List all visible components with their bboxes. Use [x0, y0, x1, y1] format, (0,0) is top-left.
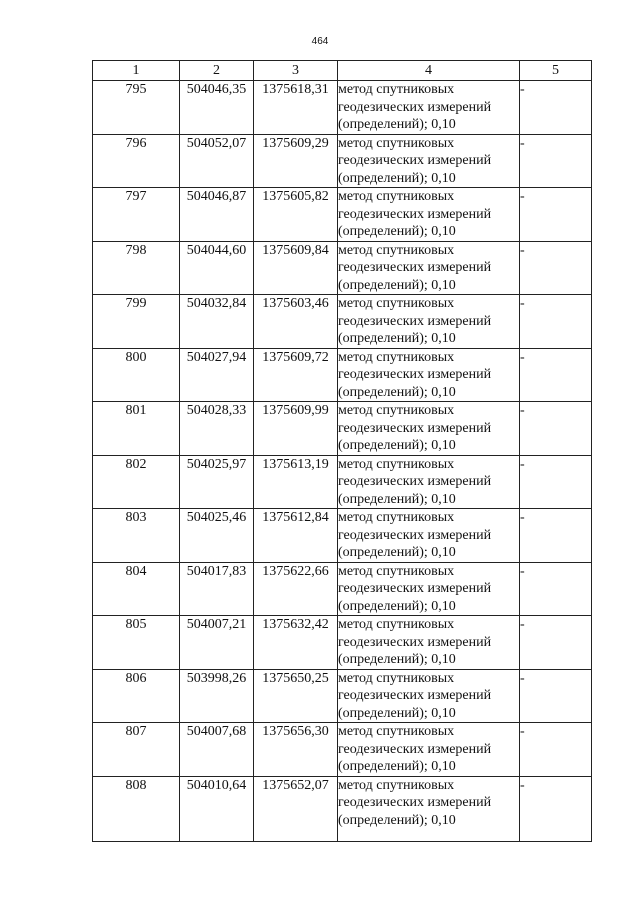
- point-number-cell: 807: [93, 723, 180, 777]
- method-line: геодезических измерений: [338, 741, 492, 757]
- method-line: метод спутниковых: [338, 724, 455, 739]
- method-line: (определений); 0,10: [338, 331, 456, 346]
- note-cell: -: [520, 134, 592, 188]
- x-coordinate-cell: 504052,07: [180, 134, 254, 188]
- method-line: метод спутниковых: [338, 777, 455, 793]
- x-coordinate-cell: 504044,60: [180, 241, 254, 295]
- column-header-3: 3: [254, 61, 338, 81]
- method-line: метод спутниковых: [338, 670, 455, 686]
- method-line: геодезических измерений: [338, 367, 492, 382]
- method-line: метод спутниковых: [338, 510, 455, 525]
- method-line: (определений); 0,10: [338, 705, 456, 721]
- point-number-cell: 806: [93, 669, 180, 723]
- method-line: геодезических измерений: [338, 153, 492, 168]
- x-coordinate-cell: 503998,26: [180, 669, 254, 723]
- method-cell: [338, 509, 520, 563]
- method-line: геодезических измерений: [338, 313, 492, 329]
- column-header-1: 1: [93, 61, 180, 81]
- y-coordinate-cell: 1375632,42: [254, 616, 338, 670]
- y-coordinate-cell: 1375609,84: [254, 241, 338, 295]
- method-line: геодезических измерений: [338, 688, 492, 703]
- method-cell: [338, 188, 520, 242]
- y-coordinate-cell: 1375650,25: [254, 669, 338, 723]
- table-row: [93, 669, 592, 723]
- method-cell: [338, 348, 520, 402]
- column-header-4: 4: [338, 61, 520, 81]
- x-coordinate-cell: 504046,87: [180, 188, 254, 242]
- x-coordinate-cell: 504046,35: [180, 81, 254, 135]
- table-body: [93, 81, 592, 842]
- table-row: [93, 455, 592, 509]
- method-cell: [338, 134, 520, 188]
- point-number-cell: 795: [93, 81, 180, 135]
- method-line: (определений); 0,10: [338, 759, 456, 774]
- method-cell: [338, 241, 520, 295]
- point-number-cell: 797: [93, 188, 180, 242]
- method-line: метод спутниковых: [338, 617, 455, 632]
- method-line: метод спутниковых: [338, 135, 455, 151]
- note-cell: -: [520, 616, 592, 670]
- point-number-cell: 808: [93, 776, 180, 841]
- method-line: (определений); 0,10: [338, 384, 456, 400]
- table-row: [93, 509, 592, 563]
- method-line: (определений); 0,10: [338, 277, 456, 293]
- method-line: метод спутниковых: [338, 403, 455, 418]
- point-number-cell: 799: [93, 295, 180, 349]
- note-cell: -: [520, 402, 592, 456]
- method-cell: [338, 616, 520, 670]
- x-coordinate-cell: 504025,97: [180, 455, 254, 509]
- method-line: (определений); 0,10: [338, 117, 456, 132]
- table-row: [93, 616, 592, 670]
- method-line: геодезических измерений: [338, 206, 492, 222]
- table-row: [93, 295, 592, 349]
- y-coordinate-cell: 1375652,07: [254, 776, 338, 841]
- note-cell: -: [520, 81, 592, 135]
- method-line: метод спутниковых: [338, 242, 455, 258]
- method-line: метод спутниковых: [338, 296, 455, 311]
- method-line: (определений); 0,10: [338, 170, 456, 186]
- coordinates-table: [92, 60, 592, 842]
- note-cell: -: [520, 669, 592, 723]
- point-number-cell: 798: [93, 241, 180, 295]
- method-line: геодезических измерений: [338, 581, 492, 596]
- x-coordinate-cell: 504032,84: [180, 295, 254, 349]
- method-line: геодезических измерений: [338, 99, 492, 115]
- y-coordinate-cell: 1375603,46: [254, 295, 338, 349]
- point-number-cell: 801: [93, 402, 180, 456]
- method-cell: [338, 776, 520, 841]
- point-number-cell: 800: [93, 348, 180, 402]
- x-coordinate-cell: 504027,94: [180, 348, 254, 402]
- x-coordinate-cell: 504028,33: [180, 402, 254, 456]
- method-line: (определений); 0,10: [338, 224, 456, 239]
- x-coordinate-cell: 504017,83: [180, 562, 254, 616]
- y-coordinate-cell: 1375612,84: [254, 509, 338, 563]
- method-line: геодезических измерений: [338, 260, 492, 275]
- method-line: (определений); 0,10: [338, 812, 456, 828]
- point-number-cell: 804: [93, 562, 180, 616]
- header-row: [93, 61, 592, 81]
- x-coordinate-cell: 504010,64: [180, 776, 254, 841]
- note-cell: -: [520, 455, 592, 509]
- table-row: [93, 402, 592, 456]
- y-coordinate-cell: 1375622,66: [254, 562, 338, 616]
- method-cell: [338, 562, 520, 616]
- table-row: [93, 188, 592, 242]
- method-line: (определений); 0,10: [338, 491, 456, 507]
- x-coordinate-cell: 504007,21: [180, 616, 254, 670]
- method-line: метод спутниковых: [338, 349, 455, 365]
- y-coordinate-cell: 1375605,82: [254, 188, 338, 242]
- y-coordinate-cell: 1375613,19: [254, 455, 338, 509]
- point-number-cell: 805: [93, 616, 180, 670]
- method-line: геодезических измерений: [338, 795, 492, 810]
- method-line: (определений); 0,10: [338, 598, 456, 614]
- method-line: метод спутниковых: [338, 82, 455, 97]
- table-row: [93, 241, 592, 295]
- method-cell: [338, 455, 520, 509]
- point-number-cell: 802: [93, 455, 180, 509]
- note-cell: -: [520, 509, 592, 563]
- method-line: метод спутниковых: [338, 456, 455, 472]
- table-row: [93, 134, 592, 188]
- table-row: [93, 81, 592, 135]
- note-cell: -: [520, 295, 592, 349]
- method-line: (определений); 0,10: [338, 545, 456, 560]
- column-header-2: 2: [180, 61, 254, 81]
- method-line: метод спутниковых: [338, 563, 455, 579]
- note-cell: -: [520, 241, 592, 295]
- method-cell: [338, 402, 520, 456]
- method-line: (определений); 0,10: [338, 438, 456, 453]
- method-cell: [338, 669, 520, 723]
- method-line: геодезических измерений: [338, 420, 492, 436]
- table-row: [93, 776, 592, 841]
- x-coordinate-cell: 504007,68: [180, 723, 254, 777]
- y-coordinate-cell: 1375609,99: [254, 402, 338, 456]
- table-row: [93, 348, 592, 402]
- note-cell: -: [520, 776, 592, 841]
- note-cell: -: [520, 348, 592, 402]
- method-line: геодезических измерений: [338, 527, 492, 543]
- y-coordinate-cell: 1375609,29: [254, 134, 338, 188]
- table-row: [93, 562, 592, 616]
- note-cell: -: [520, 562, 592, 616]
- page-number: 464: [311, 36, 329, 47]
- method-line: геодезических измерений: [338, 634, 492, 650]
- note-cell: -: [520, 188, 592, 242]
- y-coordinate-cell: 1375656,30: [254, 723, 338, 777]
- method-line: метод спутниковых: [338, 189, 455, 204]
- note-cell: -: [520, 723, 592, 777]
- method-cell: [338, 81, 520, 135]
- y-coordinate-cell: 1375618,31: [254, 81, 338, 135]
- column-header-5: 5: [520, 61, 592, 81]
- method-cell: [338, 295, 520, 349]
- y-coordinate-cell: 1375609,72: [254, 348, 338, 402]
- point-number-cell: 796: [93, 134, 180, 188]
- table-row: [93, 723, 592, 777]
- method-cell: [338, 723, 520, 777]
- method-line: геодезических измерений: [338, 474, 492, 489]
- x-coordinate-cell: 504025,46: [180, 509, 254, 563]
- method-line: (определений); 0,10: [338, 652, 456, 667]
- point-number-cell: 803: [93, 509, 180, 563]
